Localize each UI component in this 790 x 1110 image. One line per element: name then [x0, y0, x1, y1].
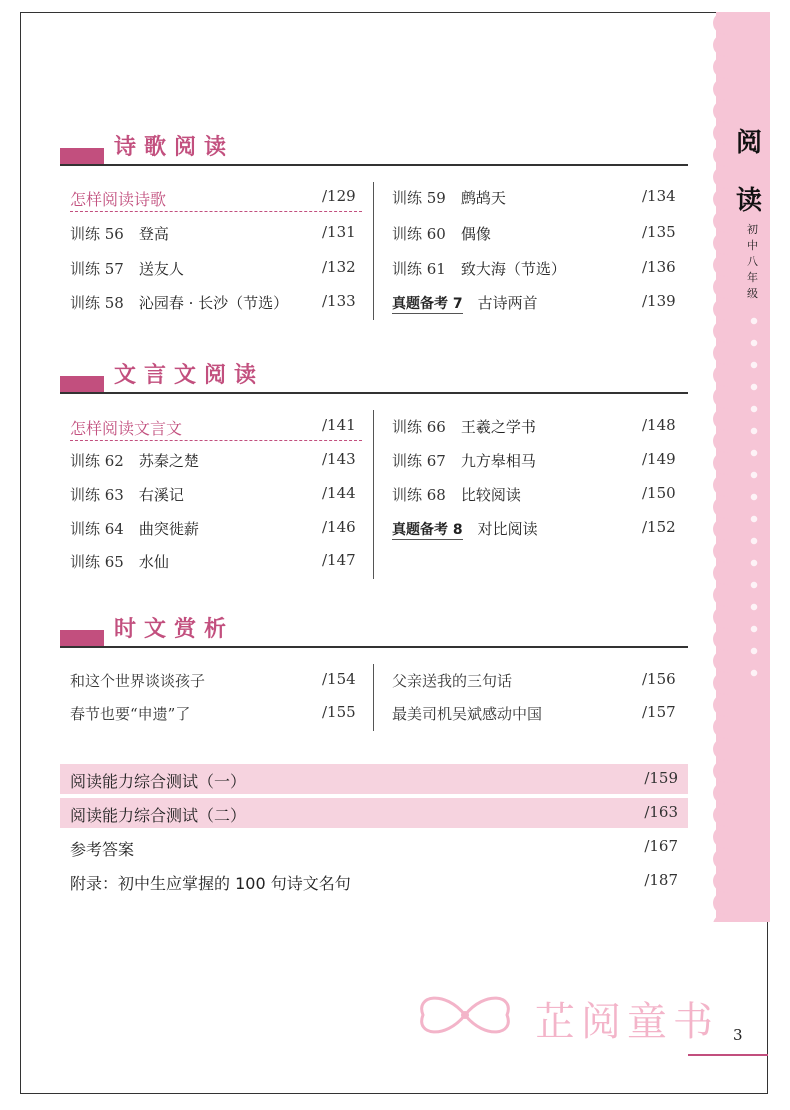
scallop-edge: [702, 12, 732, 922]
toc-entry[interactable]: [70, 551, 169, 572]
toc-entry-title: 水仙: [138, 553, 169, 571]
toc-entry[interactable]: [70, 223, 169, 244]
column-divider: [373, 410, 374, 579]
toc-entry-label: 最美司机吴斌感动中国: [392, 705, 543, 723]
toc-bottom-entry[interactable]: [60, 764, 688, 794]
toc-entry-label: 春节也要“申遗”了: [70, 705, 191, 723]
toc-entry-label: 训练 56: [70, 225, 124, 243]
toc-entry-label: 训练 65: [70, 553, 124, 571]
toc-entry-page: /144: [322, 484, 356, 502]
side-tab-subtitle: 初 中 八 年 级: [747, 223, 758, 300]
toc-entry-label: 训练 66: [392, 418, 446, 436]
toc-entry[interactable]: [70, 703, 190, 724]
spacer: [446, 452, 461, 470]
page-number: 3: [733, 1026, 743, 1044]
toc-entry-page: /133: [322, 292, 356, 310]
toc-bottom-title: 附录：初中生应掌握的 100 句诗文名句: [70, 874, 351, 893]
section-title: 时文赏析: [114, 616, 235, 642]
toc-entry-page: /129: [322, 187, 356, 205]
toc-entry-label: 训练 59: [392, 189, 446, 207]
footer-rule: [688, 1054, 768, 1056]
watermark-text: 芷阅童书: [535, 999, 719, 1045]
toc-bottom-title: 阅读能力综合测试（一）: [70, 772, 247, 791]
toc-entry-page: /136: [642, 258, 676, 276]
toc-entry[interactable]: [392, 484, 521, 505]
section-rule: [60, 164, 688, 166]
toc-entry-title: 鹧鸪天: [460, 189, 506, 207]
toc-entry-title: 致大海（节选）: [460, 260, 566, 278]
toc-bottom-title: 阅读能力综合测试（二）: [70, 806, 247, 825]
toc-entry-title: 送友人: [138, 260, 184, 278]
toc-entry[interactable]: [392, 703, 542, 724]
toc-entry[interactable]: [392, 450, 536, 471]
side-tab-title-1: 阅: [736, 128, 763, 158]
toc-entry[interactable]: [70, 670, 205, 691]
toc-entry-title: 偶像: [460, 225, 491, 243]
toc-entry[interactable]: [70, 187, 166, 210]
toc-entry[interactable]: [392, 258, 566, 279]
toc-entry-label: 训练 61: [392, 260, 446, 278]
toc-entry-title: 古诗两首: [477, 294, 538, 312]
spacer: [124, 452, 139, 470]
spacer: [446, 189, 461, 207]
toc-entry-title: 对比阅读: [477, 520, 538, 538]
toc-entry-label: 真题备考 7: [392, 296, 463, 312]
toc-entry[interactable]: [70, 450, 199, 471]
toc-entry-page: /132: [322, 258, 356, 276]
spacer: [463, 520, 478, 538]
side-tab-title-2: 读: [736, 186, 763, 216]
toc-entry-label: 和这个世界谈谈孩子: [70, 672, 206, 690]
toc-entry-page: /154: [322, 670, 356, 688]
toc-bottom-page: /167: [644, 837, 678, 855]
spacer: [124, 553, 139, 571]
spacer: [446, 418, 461, 436]
toc-entry[interactable]: [70, 416, 182, 439]
toc-entry-label: 训练 68: [392, 486, 446, 504]
toc-entry-title: 比较阅读: [460, 486, 521, 504]
toc-entry-page: /135: [642, 223, 676, 241]
toc-entry-title: 苏秦之楚: [138, 452, 199, 470]
spacer: [446, 486, 461, 504]
section-title: 诗歌阅读: [114, 134, 235, 160]
toc-entry-title: 右溪记: [138, 486, 184, 504]
toc-entry-label: 训练 58: [70, 294, 124, 312]
toc-entry[interactable]: [392, 292, 538, 313]
guide-underline: [70, 211, 362, 212]
toc-entry-label: 训练 67: [392, 452, 446, 470]
guide-underline: [70, 440, 362, 441]
toc-entry[interactable]: [392, 670, 512, 691]
watermark-logo-icon: [405, 985, 525, 1045]
toc-entry-page: /156: [642, 670, 676, 688]
toc-entry-label: 真题备考 8: [392, 522, 463, 538]
toc-entry[interactable]: [70, 258, 184, 279]
toc-entry-label: 父亲送我的三句话: [392, 672, 513, 690]
toc-entry-page: /148: [642, 416, 676, 434]
spacer: [446, 260, 461, 278]
toc-entry-page: /149: [642, 450, 676, 468]
toc-entry-label: 训练 64: [70, 520, 124, 538]
toc-entry-title: 沁园春 · 长沙（节选）: [138, 294, 289, 312]
toc-entry-page: /141: [322, 416, 356, 434]
toc-entry-page: /143: [322, 450, 356, 468]
toc-entry[interactable]: [392, 187, 506, 208]
toc-entry[interactable]: [70, 484, 184, 505]
column-divider: [373, 182, 374, 320]
toc-entry-label: 训练 57: [70, 260, 124, 278]
toc-entry-page: /150: [642, 484, 676, 502]
toc-bottom-page: /159: [644, 769, 678, 787]
toc-entry-title: 九方皋相马: [460, 452, 536, 470]
section-rule: [60, 646, 688, 648]
toc-entry-label: 怎样阅读文言文: [70, 419, 183, 438]
toc-entry[interactable]: [392, 416, 536, 437]
toc-entry-label: 怎样阅读诗歌: [70, 190, 167, 209]
toc-bottom-entry[interactable]: [60, 798, 688, 828]
section-title: 文言文阅读: [114, 362, 265, 388]
toc-entry[interactable]: [392, 518, 538, 539]
section-header: [60, 612, 688, 652]
toc-bottom-entry[interactable]: [60, 832, 688, 862]
section-header: [60, 358, 688, 398]
toc-entry-page: /157: [642, 703, 676, 721]
toc-bottom-page: /163: [644, 803, 678, 821]
toc-entry[interactable]: [70, 518, 199, 539]
toc-entry-label: 训练 62: [70, 452, 124, 470]
spacer: [463, 294, 478, 312]
column-divider: [373, 664, 374, 731]
toc-entry-page: /134: [642, 187, 676, 205]
toc-bottom-page: /187: [644, 871, 678, 889]
toc-entry-page: /147: [322, 551, 356, 569]
toc-bottom-entry[interactable]: [60, 866, 688, 896]
spacer: [124, 260, 139, 278]
toc-entry[interactable]: [70, 292, 288, 313]
toc-entry[interactable]: [392, 223, 491, 244]
side-tab-dots: [744, 310, 764, 690]
toc-entry-page: /155: [322, 703, 356, 721]
section-rule: [60, 392, 688, 394]
toc-entry-page: /146: [322, 518, 356, 536]
toc-entry-title: 曲突徙薪: [138, 520, 199, 538]
toc-entry-title: 登高: [138, 225, 169, 243]
toc-entry-label: 训练 60: [392, 225, 446, 243]
spacer: [124, 486, 139, 504]
section-header: [60, 130, 688, 170]
toc-entry-page: /152: [642, 518, 676, 536]
toc-bottom-title: 参考答案: [70, 840, 135, 859]
spacer: [124, 225, 139, 243]
toc-entry-title: 王羲之学书: [460, 418, 536, 436]
spacer: [446, 225, 461, 243]
spacer: [124, 294, 139, 312]
toc-entry-label: 训练 63: [70, 486, 124, 504]
toc-entry-page: /131: [322, 223, 356, 241]
toc-entry-page: /139: [642, 292, 676, 310]
spacer: [124, 520, 139, 538]
